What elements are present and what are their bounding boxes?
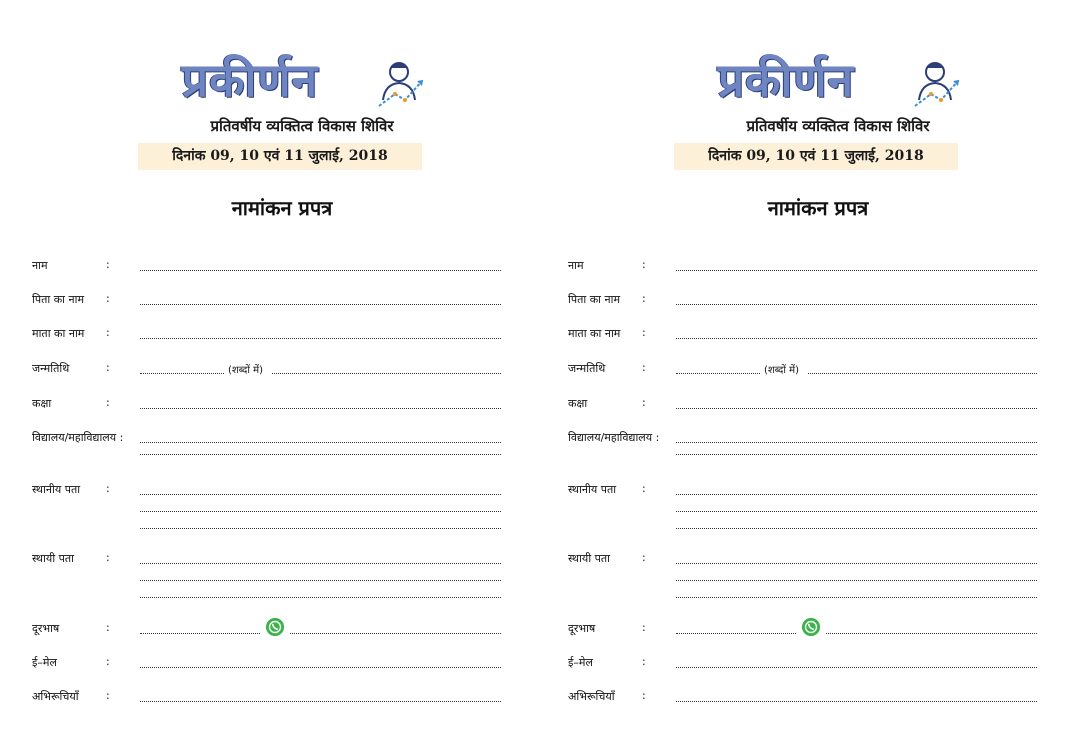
field-label: माता का नाम xyxy=(32,327,85,340)
fill-line[interactable] xyxy=(140,454,501,455)
field-label: दूरभाष xyxy=(568,622,596,635)
field-name xyxy=(32,258,502,276)
field-label: विद्यालय/महाविद्यालय : xyxy=(568,431,660,444)
field-hobbies xyxy=(568,689,1038,707)
fill-line[interactable] xyxy=(140,597,501,598)
field-permanent-address xyxy=(32,551,502,569)
fill-line[interactable] xyxy=(676,373,760,374)
colon: : xyxy=(106,292,110,305)
field-permanent-address xyxy=(568,551,1038,569)
colon: : xyxy=(642,396,646,409)
field-label: स्थायी पता xyxy=(32,552,75,565)
fill-line[interactable] xyxy=(676,494,1037,495)
field-email xyxy=(32,655,502,673)
fill-line[interactable] xyxy=(676,563,1037,564)
field-mother xyxy=(568,326,1038,344)
fill-line[interactable] xyxy=(140,442,501,443)
field-dob xyxy=(32,361,502,379)
colon: : xyxy=(642,621,646,634)
fill-line[interactable] xyxy=(676,511,1037,512)
form-title: नामांकन प्रपत्र xyxy=(231,196,333,220)
colon: : xyxy=(106,326,110,339)
date-band: दिनांक 09, 10 एवं 11 जुलाई, 2018 xyxy=(138,143,422,170)
colon: : xyxy=(106,258,110,271)
fill-line[interactable] xyxy=(140,373,224,374)
fill-line[interactable] xyxy=(290,633,501,634)
colon: : xyxy=(106,482,110,495)
field-label: अभिरूचियाँ xyxy=(32,690,79,703)
field-school xyxy=(32,430,502,448)
fill-line[interactable] xyxy=(676,338,1037,339)
field-father xyxy=(32,292,502,310)
colon: : xyxy=(106,396,110,409)
field-label: स्थानीय पता xyxy=(32,483,81,496)
fill-line[interactable] xyxy=(140,528,501,529)
fill-line[interactable] xyxy=(826,633,1037,634)
fill-line[interactable] xyxy=(272,373,501,374)
field-label: पिता का नाम xyxy=(568,293,621,306)
colon: : xyxy=(642,361,646,374)
fill-line[interactable] xyxy=(676,270,1037,271)
fill-line[interactable] xyxy=(140,511,501,512)
fill-line[interactable] xyxy=(140,270,501,271)
field-label: पिता का नाम xyxy=(32,293,85,306)
field-phone xyxy=(32,621,502,639)
dob-words-label: (शब्दों में) xyxy=(228,365,263,376)
whatsapp-icon xyxy=(802,618,820,636)
fill-line[interactable] xyxy=(140,667,501,668)
colon: : xyxy=(642,482,646,495)
field-father xyxy=(568,292,1038,310)
nomination-form-left xyxy=(32,0,532,756)
colon: : xyxy=(642,655,646,668)
whatsapp-icon xyxy=(266,618,284,636)
field-class xyxy=(32,396,502,414)
field-label: स्थानीय पता xyxy=(568,483,617,496)
field-mother xyxy=(32,326,502,344)
date-band: दिनांक 09, 10 एवं 11 जुलाई, 2018 xyxy=(674,143,958,170)
field-label: नाम xyxy=(568,259,584,272)
fill-line[interactable] xyxy=(676,580,1037,581)
fill-line[interactable] xyxy=(676,667,1037,668)
field-label: अभिरूचियाँ xyxy=(568,690,615,703)
form-title: नामांकन प्रपत्र xyxy=(767,196,869,220)
field-label: कक्षा xyxy=(568,397,588,410)
field-label: स्थायी पता xyxy=(568,552,611,565)
fill-line[interactable] xyxy=(140,408,501,409)
field-label: जन्मतिथि xyxy=(32,362,70,375)
logo-text: प्रकीर्णन xyxy=(718,53,855,107)
fill-line[interactable] xyxy=(140,494,501,495)
camp-subtitle: प्रतिवर्षीय व्यक्तित्व विकास शिविर xyxy=(746,117,930,135)
colon: : xyxy=(642,551,646,564)
logo-text: प्रकीर्णन xyxy=(182,53,319,107)
fill-line[interactable] xyxy=(676,442,1037,443)
person-arrow-icon xyxy=(911,56,965,110)
field-dob xyxy=(568,361,1038,379)
field-label: ई–मेल xyxy=(568,656,593,669)
fill-line[interactable] xyxy=(140,304,501,305)
field-label: विद्यालय/महाविद्यालय : xyxy=(32,431,124,444)
nomination-form-right xyxy=(568,0,1068,756)
field-label: जन्मतिथि xyxy=(568,362,606,375)
fill-line[interactable] xyxy=(676,701,1037,702)
field-local-address xyxy=(32,482,502,500)
colon: : xyxy=(642,689,646,702)
fill-line[interactable] xyxy=(676,528,1037,529)
field-label: ई–मेल xyxy=(32,656,57,669)
fill-line[interactable] xyxy=(676,633,796,634)
colon: : xyxy=(106,655,110,668)
field-hobbies xyxy=(32,689,502,707)
colon: : xyxy=(106,689,110,702)
fill-line[interactable] xyxy=(676,408,1037,409)
fill-line[interactable] xyxy=(140,580,501,581)
colon: : xyxy=(106,621,110,634)
field-class xyxy=(568,396,1038,414)
fill-line[interactable] xyxy=(676,304,1037,305)
camp-subtitle: प्रतिवर्षीय व्यक्तित्व विकास शिविर xyxy=(210,117,394,135)
field-label: माता का नाम xyxy=(568,327,621,340)
field-school xyxy=(568,430,1038,448)
fill-line[interactable] xyxy=(676,597,1037,598)
person-arrow-icon xyxy=(375,56,429,110)
fill-line[interactable] xyxy=(140,338,501,339)
fill-line[interactable] xyxy=(676,454,1037,455)
colon: : xyxy=(642,258,646,271)
field-local-address xyxy=(568,482,1038,500)
field-label: दूरभाष xyxy=(32,622,60,635)
fill-line[interactable] xyxy=(140,633,260,634)
fill-line[interactable] xyxy=(140,563,501,564)
field-label: नाम xyxy=(32,259,48,272)
dob-words-label: (शब्दों में) xyxy=(764,365,799,376)
field-phone xyxy=(568,621,1038,639)
colon: : xyxy=(642,292,646,305)
logo xyxy=(182,50,432,122)
colon: : xyxy=(106,361,110,374)
field-label: कक्षा xyxy=(32,397,52,410)
colon: : xyxy=(642,326,646,339)
fill-line[interactable] xyxy=(808,373,1037,374)
fill-line[interactable] xyxy=(140,701,501,702)
logo xyxy=(718,50,968,122)
field-email xyxy=(568,655,1038,673)
colon: : xyxy=(106,551,110,564)
field-name xyxy=(568,258,1038,276)
